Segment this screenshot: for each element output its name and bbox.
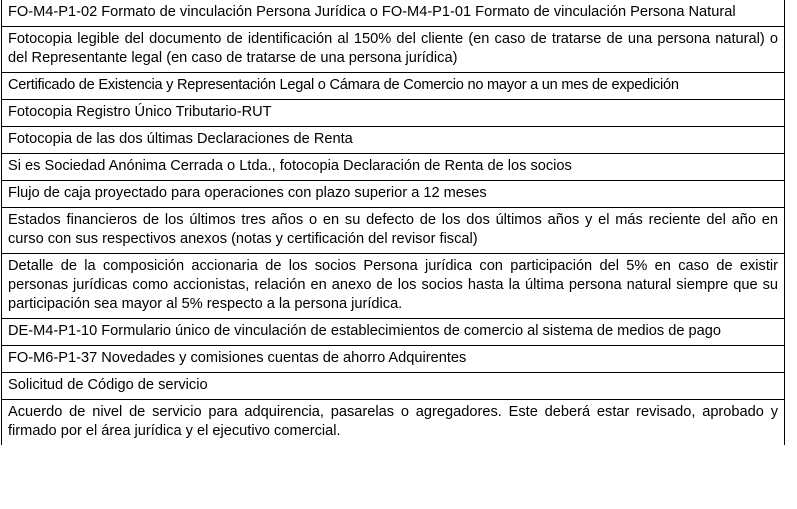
table-row [2, 0, 785, 27]
table-cell [2, 0, 785, 27]
table-cell [2, 400, 785, 446]
table-cell [2, 100, 785, 127]
requirement-text: Solicitud de Código de servicio [8, 377, 208, 393]
requirement-text: Flujo de caja proyectado para operaciones con plazo superior a 12 meses [8, 185, 487, 201]
requirement-text: Fotocopia Registro Único Tributario-RUT [8, 104, 272, 120]
table-cell [2, 346, 785, 373]
requirement-text: Fotocopia legible del documento de identificación al 150% del cliente (en caso de tratarse de una persona natural) o del Representante legal (en caso de tratarse de una persona jurídica) [8, 31, 778, 66]
requirement-text: Estados financieros de los últimos tres años o en su defecto de los dos últimos años y el más reciente del año en curso con sus respectivos anexos (notas y certificación del revisor fiscal) [8, 212, 778, 247]
requirements-table-body [2, 0, 785, 445]
requirement-text: Certificado de Existencia y Representación Legal o Cámara de Comercio no mayor a un mes de expedición [8, 77, 679, 93]
requirement-text: DE-M4-P1-10 Formulario único de vinculación de establecimientos de comercio al sistema de medios de pago [8, 323, 722, 339]
table-cell [2, 127, 785, 154]
table-row [2, 100, 785, 127]
table-cell [2, 319, 785, 346]
table-row [2, 254, 785, 319]
table-cell [2, 373, 785, 400]
table-row [2, 154, 785, 181]
requirement-text: Acuerdo de nivel de servicio para adquirencia, pasarelas o agregadores. Este deberá estar revisado, aprobado y firmado por el área jurídica y el ejecutivo comercial. [8, 404, 778, 439]
table-cell [2, 208, 785, 254]
table-row [2, 400, 785, 446]
table-cell [2, 27, 785, 73]
table-cell [2, 73, 785, 100]
table-cell [2, 181, 785, 208]
table-row [2, 27, 785, 73]
requirements-table [1, 0, 785, 445]
table-row [2, 127, 785, 154]
table-row [2, 181, 785, 208]
requirement-text: FO-M4-P1-02 Formato de vinculación Persona Jurídica o FO-M4-P1-01 Formato de vinculación Persona Natural [8, 4, 736, 20]
table-cell [2, 254, 785, 319]
requirement-text: Fotocopia de las dos últimas Declaraciones de Renta [8, 131, 353, 147]
table-row [2, 73, 785, 100]
table-row [2, 346, 785, 373]
requirement-text: FO-M6-P1-37 Novedades y comisiones cuentas de ahorro Adquirentes [8, 350, 467, 366]
table-row [2, 208, 785, 254]
table-row [2, 319, 785, 346]
table-cell [2, 154, 785, 181]
table-row [2, 373, 785, 400]
requirement-text: Detalle de la composición accionaria de los socios Persona jurídica con participación del 5% en caso de existir personas jurídicas como accionistas, relación en anexo de los socios hasta la última persona natural siempre que su participación sea mayor al 5% respecto a la persona jurídica. [8, 258, 778, 312]
requirement-text: Si es Sociedad Anónima Cerrada o Ltda., fotocopia Declaración de Renta de los socios [8, 158, 572, 174]
